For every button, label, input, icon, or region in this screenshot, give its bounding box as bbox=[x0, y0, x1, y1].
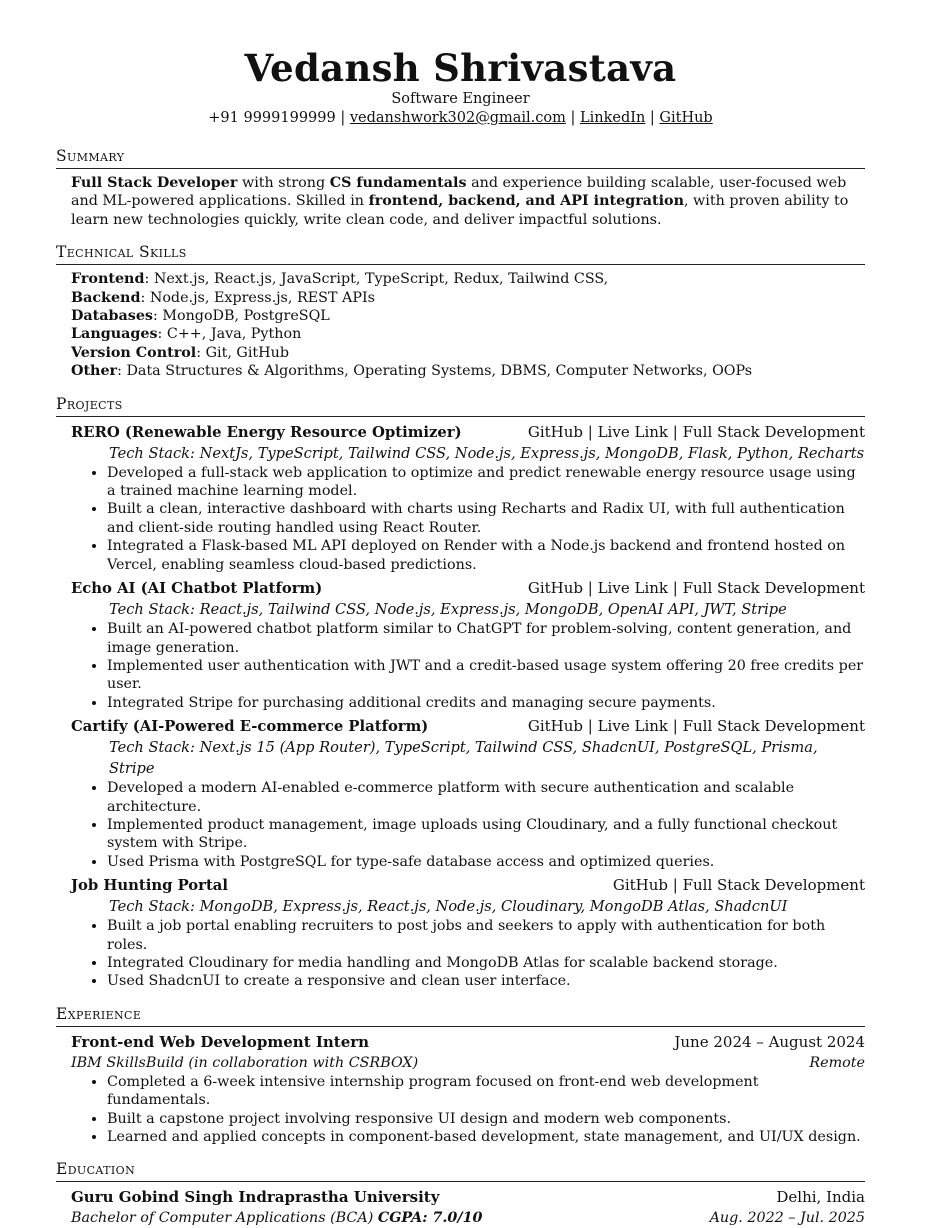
project-tech-stack: Tech Stack: NextJs, TypeScript, Tailwind CSS, Node.js, Express.js, MongoDB, Flask, Python, Recharts bbox=[109, 444, 865, 462]
candidate-role: Software Engineer bbox=[391, 91, 530, 107]
bullet-point: • Used ShadcnUI to create a responsive and clean user interface. bbox=[107, 972, 865, 990]
bullet-point: • Developed a full-stack web application to optimize and predict renewable energy resource usage using a trained machine learning model. bbox=[107, 464, 865, 501]
separator: | bbox=[340, 110, 346, 126]
skill-values: : C++, Java, Python bbox=[157, 326, 302, 343]
project-links: GitHub | Live Link | Full Stack Development bbox=[527, 422, 865, 441]
project-title: RERO (Renewable Energy Resource Optimizer) bbox=[71, 423, 462, 441]
bullet-point: • Implemented user authentication with JWT and a credit-based usage system offering 20 free credits per user. bbox=[107, 657, 865, 694]
bullet-point: • Built an AI-powered chatbot platform similar to ChatGPT for problem-solving, content generation, and image generation. bbox=[107, 620, 865, 657]
bullet-point: • Learned and applied concepts in component-based development, state management, and UI/UX design. bbox=[107, 1128, 865, 1146]
summary-body bbox=[56, 174, 865, 229]
skill-row bbox=[71, 344, 865, 362]
experience-location: Remote bbox=[809, 1054, 865, 1071]
skill-row bbox=[71, 289, 865, 307]
experience-dates: June 2024 – August 2024 bbox=[674, 1032, 865, 1051]
bullet-point: • Integrated Cloudinary for media handling and MongoDB Atlas for scalable backend storage. bbox=[107, 954, 865, 972]
separator: | bbox=[649, 110, 655, 126]
bullet-point: • Completed a 6-week intensive internship program focused on front-end web development fundamentals. bbox=[107, 1073, 865, 1110]
project-item bbox=[71, 716, 865, 871]
projects-section bbox=[56, 395, 865, 991]
skill-row bbox=[71, 270, 865, 288]
bullet-point: • Implemented product management, image uploads using Cloudinary, and a fully functional checkout system with Stripe. bbox=[107, 816, 865, 853]
skill-category: Backend bbox=[71, 289, 141, 306]
education-header bbox=[71, 1187, 865, 1208]
skill-values: : Git, GitHub bbox=[196, 344, 289, 361]
skill-category: Version Control bbox=[71, 344, 197, 361]
experience-heading: Experience bbox=[56, 1005, 865, 1027]
summary-text bbox=[71, 174, 865, 229]
project-bullets bbox=[71, 464, 865, 574]
skill-row bbox=[71, 362, 865, 380]
summary-heading: Summary bbox=[56, 147, 865, 169]
education-degree-line bbox=[71, 1208, 482, 1228]
skill-values: : MongoDB, PostgreSQL bbox=[152, 308, 330, 325]
bullet-point: • Used Prisma with PostgreSQL for type-safe database access and optimized queries. bbox=[107, 853, 865, 871]
skill-values: : Data Structures & Algorithms, Operating Systems, DBMS, Computer Networks, OOPs bbox=[117, 363, 753, 380]
skill-category: Other bbox=[71, 363, 118, 380]
project-item bbox=[71, 875, 865, 991]
summary-fragment: with strong bbox=[237, 175, 330, 191]
summary-highlight: Full Stack Developer bbox=[71, 175, 238, 191]
experience-subheader bbox=[71, 1053, 865, 1073]
project-header bbox=[71, 716, 865, 737]
education-cgpa: CGPA: 7.0/10 bbox=[377, 1210, 483, 1227]
education-location: Delhi, India bbox=[776, 1188, 865, 1207]
education-subheader bbox=[71, 1208, 865, 1228]
education-degree: Bachelor of Computer Applications (BCA) bbox=[71, 1210, 374, 1227]
project-bullets bbox=[71, 917, 865, 991]
project-tech-stack: Tech Stack: React.js, Tailwind CSS, Node.js, Express.js, MongoDB, OpenAI API, JWT, Stripe bbox=[109, 601, 787, 619]
project-tech-stack: Tech Stack: Next.js 15 (App Router), TypeScript, Tailwind CSS, ShadcnUI, PostgreSQL, Prisma, Stripe bbox=[109, 739, 818, 778]
experience-header bbox=[71, 1032, 865, 1053]
experience-section bbox=[56, 1005, 865, 1147]
separator: | bbox=[570, 110, 576, 126]
project-bullets bbox=[71, 620, 865, 712]
skill-category: Frontend bbox=[71, 271, 145, 288]
bullet-point: • Integrated Stripe for purchasing additional credits and managing secure payments. bbox=[107, 694, 865, 712]
experience-role: Front-end Web Development Intern bbox=[71, 1032, 370, 1051]
skill-category: Databases bbox=[71, 308, 153, 325]
summary-fragment: , with proven ability to learn new technologies quickly, write clean code, and deliver impactful solutions. bbox=[71, 193, 849, 228]
skills-body bbox=[56, 270, 865, 380]
project-tech-stack: Tech Stack: MongoDB, Express.js, React.js, Node.js, Cloudinary, MongoDB Atlas, ShadcnUI bbox=[109, 898, 788, 916]
projects-body bbox=[56, 422, 865, 991]
projects-heading: Projects bbox=[56, 395, 865, 417]
project-title: Cartify (AI-Powered E-commerce Platform) bbox=[71, 718, 429, 736]
project-links: GitHub | Live Link | Full Stack Development bbox=[527, 717, 865, 736]
resume-header bbox=[56, 0, 865, 128]
education-school: Guru Gobind Singh Indraprastha University bbox=[71, 1188, 440, 1207]
summary-fragment: and experience building scalable, user-focused web and ML-powered applications. Skilled in bbox=[71, 175, 847, 210]
experience-bullets bbox=[71, 1073, 865, 1147]
project-bullets bbox=[71, 779, 865, 871]
bullet-point: • Built a clean, interactive dashboard with charts using Recharts and Radix UI, with full authentication and client-side routing handled using React Router. bbox=[107, 500, 865, 537]
candidate-name: Vedansh Shrivastava bbox=[244, 46, 677, 90]
skills-section bbox=[56, 243, 865, 380]
project-title: Job Hunting Portal bbox=[71, 877, 229, 895]
bullet-point: • Integrated a Flask-based ML API deployed on Render with a Node.js backend and frontend hosted on Vercel, enabling seamless cloud-based predictions. bbox=[107, 537, 865, 574]
summary-section bbox=[56, 147, 865, 229]
project-header bbox=[71, 875, 865, 896]
contact-line bbox=[56, 108, 865, 128]
project-header bbox=[71, 422, 865, 443]
education-body bbox=[56, 1187, 865, 1228]
project-header bbox=[71, 578, 865, 599]
project-title: Echo AI (AI Chatbot Platform) bbox=[71, 580, 323, 598]
linkedin-link[interactable]: LinkedIn bbox=[579, 110, 646, 126]
bullet-point: • Developed a modern AI-enabled e-commerce platform with secure authentication and scalable architecture. bbox=[107, 779, 865, 816]
education-heading: Education bbox=[56, 1160, 865, 1182]
email-link[interactable]: vedanshwork302@gmail.com bbox=[349, 110, 566, 126]
experience-org: IBM SkillsBuild (in collaboration with CSRBOX) bbox=[71, 1054, 419, 1071]
experience-body bbox=[56, 1032, 865, 1147]
bullet-point: • Built a job portal enabling recruiters to post jobs and seekers to apply with authentication for both roles. bbox=[107, 917, 865, 954]
skill-values: : Node.js, Express.js, REST APIs bbox=[140, 289, 375, 306]
project-links: GitHub | Full Stack Development bbox=[612, 876, 865, 895]
project-item bbox=[71, 578, 865, 712]
phone-number: +91 9999199999 bbox=[208, 110, 336, 126]
summary-highlight: CS fundamentals bbox=[329, 175, 467, 191]
education-dates: Aug. 2022 – Jul. 2025 bbox=[709, 1210, 865, 1227]
github-link[interactable]: GitHub bbox=[659, 110, 713, 126]
skills-heading: Technical Skills bbox=[56, 243, 865, 265]
project-item bbox=[71, 422, 865, 574]
bullet-point: • Built a capstone project involving responsive UI design and modern web components. bbox=[107, 1110, 865, 1128]
education-section bbox=[56, 1160, 865, 1228]
skill-values: : Next.js, React.js, JavaScript, TypeScript, Redux, Tailwind CSS, bbox=[144, 271, 609, 288]
summary-highlight: frontend, backend, and API integration bbox=[368, 193, 684, 210]
skill-category: Languages bbox=[71, 326, 158, 343]
project-links: GitHub | Live Link | Full Stack Development bbox=[527, 579, 865, 598]
skill-row bbox=[71, 325, 865, 343]
skill-row bbox=[71, 307, 865, 325]
